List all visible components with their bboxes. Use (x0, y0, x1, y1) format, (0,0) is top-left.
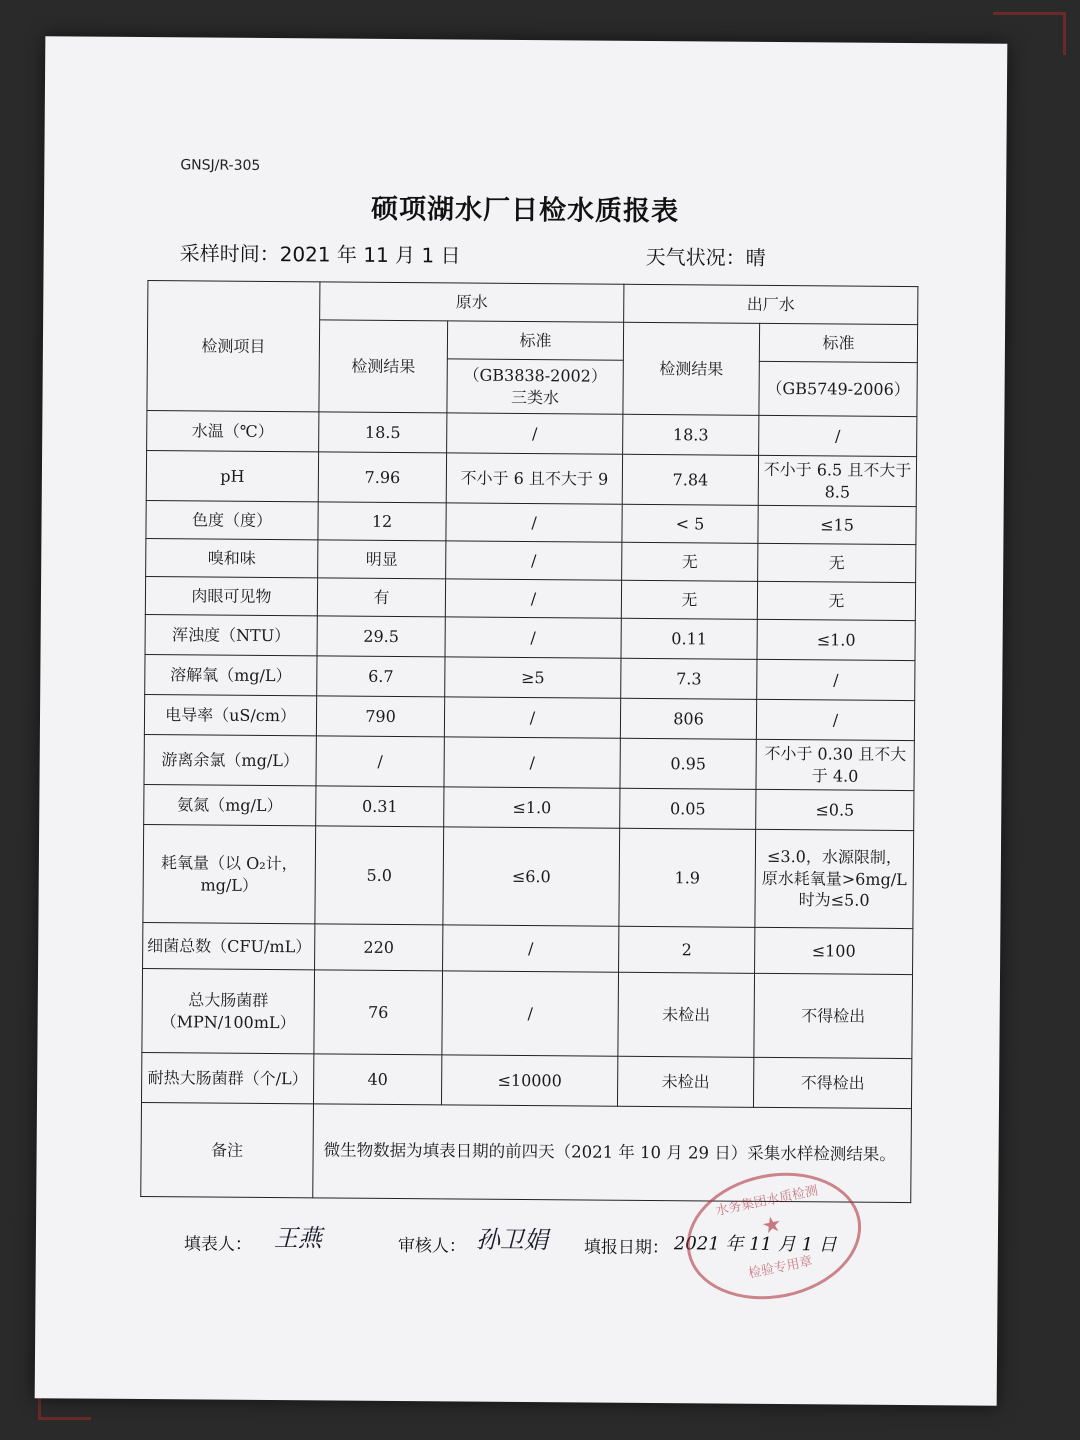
table-row (146, 451, 916, 507)
row-raw-standard: / (444, 697, 620, 738)
sampling-time: 采样时间：2021 年 11 月 1 日 (179, 241, 461, 268)
row-out-standard: ≤100 (755, 927, 913, 974)
weather-condition: 天气状况：晴 (645, 244, 766, 270)
header-out-standard: 标准 (759, 323, 917, 362)
row-item: 浑浊度（NTU） (145, 615, 317, 656)
row-out-result: < 5 (622, 504, 758, 543)
row-raw-standard: / (447, 413, 623, 454)
row-out-result: 0.11 (621, 618, 757, 659)
table-row (145, 615, 915, 661)
row-raw-result: 18.5 (319, 412, 447, 453)
row-out-standard: / (757, 659, 915, 700)
table-row (145, 577, 915, 621)
row-raw-standard: / (444, 737, 620, 788)
row-raw-result: 明显 (318, 540, 446, 579)
row-raw-standard: / (445, 617, 621, 658)
report-date-value: 2021 年 11 月 1 日 (673, 1233, 837, 1256)
row-item: 细菌总数（CFU/mL） (143, 923, 315, 970)
reviewer-label: 审核人： (397, 1236, 466, 1257)
row-item: 耐热大肠菌群（个/L） (141, 1053, 313, 1104)
table-row (146, 539, 916, 583)
row-out-result: 7.3 (621, 658, 757, 699)
row-out-result: 806 (620, 698, 756, 739)
header-raw-standard-code (447, 359, 623, 414)
row-raw-result: 40 (313, 1054, 441, 1105)
row-item: pH (146, 451, 318, 502)
row-out-standard: 不小于 6.5 且不大于 8.5 (758, 455, 916, 506)
row-out-result: 2 (619, 926, 755, 973)
seal-star-icon: ★ (759, 1211, 785, 1240)
row-item: 嗅和味 (146, 539, 318, 578)
remark-label: 备注 (141, 1103, 314, 1198)
row-out-standard: ≤0.5 (756, 789, 914, 830)
row-out-result: 1.9 (619, 828, 756, 927)
row-raw-standard: 不小于 6 且不大于 9 (446, 453, 622, 504)
row-out-result: 0.95 (620, 738, 756, 789)
header-out-standard-code: （GB5749-2006） (759, 361, 917, 416)
header-finished-water: 出厂水 (624, 284, 918, 324)
row-out-standard: ≤1.0 (757, 619, 915, 660)
row-raw-standard: / (442, 971, 619, 1056)
row-out-result: 无 (622, 542, 758, 581)
report-title: 硕项湖水厂日检水质报表 (370, 193, 680, 228)
row-item: 总大肠菌群（MPN/100mL） (142, 969, 315, 1054)
row-raw-result: 7.96 (318, 452, 446, 503)
header-raw-standard: 标准 (447, 321, 623, 360)
filler-label: 填表人： (183, 1234, 252, 1255)
row-out-standard: 不得检出 (753, 1057, 911, 1108)
row-out-result: 0.05 (620, 788, 756, 829)
row-out-standard: 不小于 0.30 且不大于 4.0 (756, 739, 914, 790)
row-out-standard: 不得检出 (754, 973, 913, 1058)
table-row (142, 969, 913, 1059)
reviewer-signature: 孙卫娟 (475, 1225, 549, 1255)
report-paper (35, 36, 1008, 1406)
row-raw-result: 5.0 (315, 826, 444, 925)
header-raw-result: 检测结果 (319, 320, 448, 413)
filler-signature: 王燕 (273, 1224, 323, 1253)
raw-standard-class: 三类水 (510, 387, 560, 407)
row-out-result: 未检出 (617, 1056, 753, 1107)
table-row (144, 785, 914, 831)
row-out-standard: / (756, 699, 914, 740)
row-out-standard: 无 (758, 543, 916, 582)
row-raw-standard: / (446, 541, 622, 580)
row-raw-standard: / (443, 925, 619, 972)
row-item: 氨氮（mg/L） (144, 785, 316, 826)
row-raw-result: 76 (314, 970, 443, 1055)
table-row (144, 695, 914, 741)
remark-text: 微生物数据为填表日期的前四天（2021 年 10 月 29 日）采集水样检测结果。 (313, 1104, 912, 1203)
row-out-standard: 无 (757, 581, 915, 620)
table-row (144, 735, 914, 791)
row-out-standard: / (759, 415, 917, 456)
row-item: 游离余氯（mg/L） (144, 735, 316, 786)
row-raw-result: 29.5 (317, 616, 445, 657)
header-item: 检测项目 (147, 281, 320, 412)
row-raw-standard: ≤6.0 (443, 827, 620, 926)
row-raw-standard: / (446, 503, 622, 542)
seal-text-top: 水务集团水质检测 (714, 1183, 820, 1219)
raw-standard-code: （GB3838-2002） (463, 365, 607, 386)
row-item: 电导率（uS/cm） (144, 695, 316, 736)
header-row-1 (148, 281, 918, 325)
header-out-result: 检测结果 (623, 322, 760, 415)
row-out-result: 7.84 (622, 454, 758, 505)
row-item: 水温（℃） (147, 411, 319, 452)
table-row (143, 825, 914, 929)
row-out-result: 18.3 (623, 414, 759, 455)
table-row (146, 501, 916, 545)
report-date-label: 填报日期： (583, 1237, 669, 1259)
table-row (143, 923, 913, 975)
header-raw-water: 原水 (320, 282, 624, 322)
row-item: 肉眼可见物 (145, 577, 317, 616)
row-item: 耗氧量（以 O₂计，mg/L） (143, 825, 316, 924)
row-out-result: 未检出 (618, 972, 755, 1057)
row-raw-standard: / (445, 579, 621, 618)
table-row (145, 655, 915, 701)
row-raw-result: / (316, 736, 444, 787)
row-raw-result: 有 (317, 578, 445, 617)
row-out-standard: ≤15 (758, 505, 916, 544)
row-item: 溶解氧（mg/L） (145, 655, 317, 696)
water-quality-table (140, 280, 918, 1203)
row-out-standard: ≤3.0，水源限制，原水耗氧量>6mg/L 时为≤5.0 (755, 829, 914, 928)
row-raw-standard: ≥5 (445, 657, 621, 698)
table-row (147, 411, 917, 457)
row-out-result: 无 (621, 580, 757, 619)
table-row (141, 1053, 911, 1109)
seal-text-bottom: 检验专用章 (747, 1253, 814, 1282)
row-raw-result: 220 (315, 924, 443, 971)
row-raw-result: 12 (318, 502, 446, 541)
row-raw-result: 0.31 (316, 786, 444, 827)
row-raw-result: 6.7 (317, 656, 445, 697)
row-raw-standard: ≤10000 (441, 1055, 617, 1106)
row-item: 色度（度） (146, 501, 318, 540)
row-raw-standard: ≤1.0 (444, 787, 620, 828)
row-raw-result: 790 (316, 696, 444, 737)
document-code: GNSJ/R-305 (180, 157, 261, 174)
